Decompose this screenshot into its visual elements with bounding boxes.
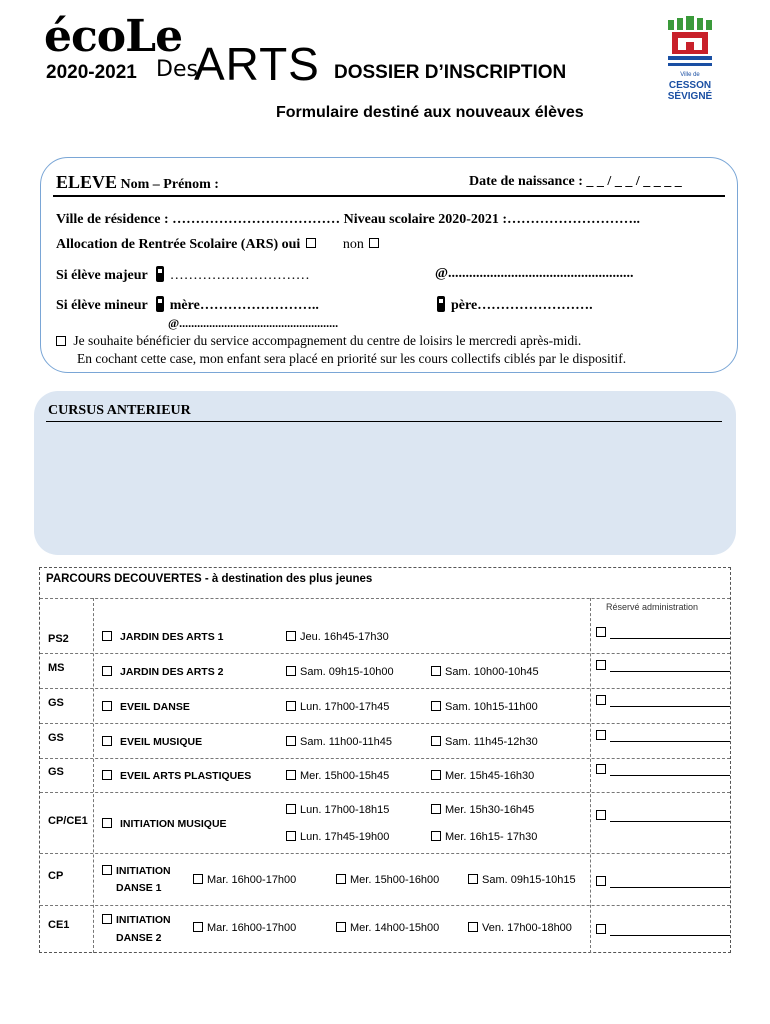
slot-checkbox[interactable] <box>468 922 478 932</box>
logo-arts-text: ARTS <box>194 38 320 90</box>
date-of-birth-field[interactable]: Date de naissance : _ _ / _ _ / _ _ _ _ <box>469 174 682 189</box>
level-label: GS <box>48 697 64 709</box>
course-option[interactable] <box>102 818 227 830</box>
crest-ville-label: Ville de <box>680 72 700 78</box>
logo-des-text: Des <box>156 57 198 82</box>
row-divider <box>40 723 730 724</box>
slot-label: Lun. 17h45-19h00 <box>300 831 390 843</box>
level-label: CE1 <box>48 919 70 931</box>
slot-option[interactable] <box>286 736 392 748</box>
admin-field[interactable] <box>596 924 730 937</box>
slot-label: Sam. 09h15-10h00 <box>300 666 394 678</box>
course-name-line-2: DANSE 1 <box>116 882 162 894</box>
phone-icon <box>437 296 445 312</box>
slot-option[interactable] <box>431 770 534 782</box>
slot-option[interactable] <box>286 770 389 782</box>
slot-label: Sam. 10h00-10h45 <box>445 666 539 678</box>
row-divider <box>40 653 730 654</box>
slot-label: Mar. 16h00-17h00 <box>207 922 297 934</box>
admin-checkbox[interactable] <box>596 764 606 774</box>
slot-label: Mer. 15h30-16h45 <box>445 804 535 816</box>
crest-name-line-1: CESSON <box>668 80 712 91</box>
admin-checkbox[interactable] <box>596 627 606 637</box>
pere-row <box>429 296 593 314</box>
level-label: PS2 <box>48 633 69 645</box>
slot-label: Sam. 11h00-11h45 <box>300 736 392 748</box>
majeur-label: Si élève majeur <box>56 268 148 283</box>
slot-option[interactable] <box>431 831 537 843</box>
slot-option[interactable] <box>336 874 439 886</box>
course-checkbox[interactable] <box>102 736 112 746</box>
admin-checkbox[interactable] <box>596 695 606 705</box>
row-divider <box>40 792 730 793</box>
admin-line <box>610 935 730 936</box>
slot-checkbox[interactable] <box>431 666 441 676</box>
slot-label: Mer. 14h00-15h00 <box>350 922 440 934</box>
slot-checkbox[interactable] <box>431 804 441 814</box>
slot-option[interactable] <box>431 666 539 678</box>
reserve-administration-header: Réservé administration <box>606 602 699 612</box>
admin-checkbox[interactable] <box>596 924 606 934</box>
course-option[interactable] <box>102 770 251 782</box>
admin-line <box>610 775 730 776</box>
slot-checkbox[interactable] <box>286 736 296 746</box>
level-label: CP/CE1 <box>48 815 88 827</box>
admin-field[interactable] <box>596 730 730 743</box>
ars-non-checkbox[interactable] <box>369 238 379 248</box>
level-label: GS <box>48 732 64 744</box>
slot-option[interactable] <box>193 874 296 886</box>
slot-checkbox[interactable] <box>431 736 441 746</box>
slot-label: Lun. 17h00-18h15 <box>300 804 390 816</box>
slot-option[interactable] <box>431 701 538 713</box>
mineur-row <box>56 296 319 314</box>
eleve-label-rest: Nom – Prénom : <box>117 177 219 192</box>
slot-option[interactable] <box>468 922 572 934</box>
logo-ecole-text: écoLe <box>44 11 183 62</box>
slot-option[interactable] <box>431 804 534 816</box>
admin-line <box>610 671 730 672</box>
cursus-divider <box>46 421 722 422</box>
slot-label: Sam. 09h15-10h15 <box>482 874 576 886</box>
slot-checkbox[interactable] <box>286 666 296 676</box>
crest-name <box>662 80 718 102</box>
admin-field[interactable] <box>596 876 730 889</box>
slot-checkbox[interactable] <box>336 922 346 932</box>
phone-icon <box>156 266 164 282</box>
course-name: EVEIL ARTS PLASTIQUES <box>120 770 252 782</box>
course-checkbox[interactable] <box>102 666 112 676</box>
admin-line <box>610 821 730 822</box>
ars-label: Allocation de Rentrée Scolaire (ARS) oui <box>56 237 301 252</box>
slot-checkbox[interactable] <box>431 770 441 780</box>
slot-label: Lun. 17h00-17h45 <box>300 701 390 713</box>
admin-line <box>610 706 730 707</box>
course-option[interactable] <box>102 865 171 877</box>
accompagnement-text-1: Je souhaite bénéficier du service accompagnement du centre de loisirs le mercredi après-midi. <box>73 333 582 348</box>
slot-checkbox[interactable] <box>286 831 296 841</box>
ars-non-label: non <box>342 237 364 252</box>
slot-checkbox[interactable] <box>286 631 296 641</box>
slot-checkbox[interactable] <box>468 874 478 884</box>
course-checkbox[interactable] <box>102 914 112 924</box>
course-name: EVEIL DANSE <box>120 701 190 713</box>
eleve-label-big: ELEVE <box>56 172 118 192</box>
admin-checkbox[interactable] <box>596 876 606 886</box>
course-option[interactable] <box>102 631 223 643</box>
slot-label: Mar. 16h00-17h00 <box>207 874 297 886</box>
mere-phone-field[interactable]: mère…………………….. <box>169 298 319 313</box>
ars-oui-checkbox[interactable] <box>306 238 316 248</box>
majeur-phone-field[interactable]: ………………………… <box>169 268 310 283</box>
ars-row <box>56 237 381 253</box>
eleve-section <box>40 157 738 373</box>
mineur-label: Si élève mineur <box>56 298 148 313</box>
admin-line <box>610 887 730 888</box>
slot-checkbox[interactable] <box>336 874 346 884</box>
slot-checkbox[interactable] <box>431 701 441 711</box>
admin-field[interactable] <box>596 627 730 640</box>
slot-option[interactable] <box>286 631 389 643</box>
mineur-email-field[interactable]: @..................................................... <box>168 316 339 330</box>
course-name-line-2: DANSE 2 <box>116 932 162 944</box>
course-name: JARDIN DES ARTS 1 <box>120 631 224 643</box>
course-option[interactable] <box>102 914 171 926</box>
slot-checkbox[interactable] <box>286 770 296 780</box>
eleve-divider <box>53 195 725 197</box>
admin-field[interactable] <box>596 695 730 708</box>
course-option[interactable] <box>102 666 223 678</box>
slot-label: Ven. 17h00-18h00 <box>482 922 572 934</box>
phone-icon <box>156 296 164 312</box>
admin-checkbox[interactable] <box>596 730 606 740</box>
column-divider <box>93 598 94 953</box>
ville-niveau-field[interactable]: Ville de résidence : ……………………………… Niveau scolaire 2020-2021 :……………………….. <box>56 212 641 227</box>
row-divider <box>40 688 730 689</box>
slot-checkbox[interactable] <box>286 701 296 711</box>
document-title: DOSSIER D’INSCRIPTION <box>334 62 567 83</box>
cursus-anterieur-section[interactable] <box>34 391 736 555</box>
slot-label: Mer. 16h15- 17h30 <box>445 831 538 843</box>
level-label: MS <box>48 662 65 674</box>
slot-option[interactable] <box>286 701 389 713</box>
admin-checkbox[interactable] <box>596 810 606 820</box>
level-label: CP <box>48 870 64 882</box>
majeur-row <box>56 266 310 284</box>
slot-label: Jeu. 16h45-17h30 <box>300 631 389 643</box>
crest-name-line-2: SÉVIGNÉ <box>667 91 713 102</box>
slot-checkbox[interactable] <box>286 804 296 814</box>
admin-checkbox[interactable] <box>596 660 606 670</box>
course-name-line-1: INITIATION <box>116 914 171 926</box>
row-divider <box>40 598 730 599</box>
slot-label: Mer. 15h00-16h00 <box>350 874 440 886</box>
course-checkbox[interactable] <box>102 818 112 828</box>
accompagnement-checkbox[interactable] <box>56 336 66 346</box>
slot-option[interactable] <box>286 804 389 816</box>
slot-option[interactable] <box>286 831 389 843</box>
slot-option[interactable] <box>336 922 439 934</box>
slot-checkbox[interactable] <box>193 874 203 884</box>
course-name: EVEIL MUSIQUE <box>120 736 203 748</box>
pere-phone-field[interactable]: père……………………. <box>451 298 593 313</box>
table-title: PARCOURS DECOUVERTES - à destination des plus jeunes <box>46 573 373 585</box>
course-checkbox[interactable] <box>102 770 112 780</box>
course-checkbox[interactable] <box>102 701 112 711</box>
parcours-decouvertes-table <box>39 567 731 953</box>
course-checkbox[interactable] <box>102 631 112 641</box>
slot-label: Sam. 10h15-11h00 <box>445 701 538 713</box>
slot-label: Sam. 11h45-12h30 <box>445 736 538 748</box>
admin-line <box>610 638 730 639</box>
slot-label: Mer. 15h45-16h30 <box>445 770 535 782</box>
course-name-line-1: INITIATION <box>116 865 171 877</box>
eleve-name-label <box>56 172 219 193</box>
course-option[interactable] <box>102 736 202 748</box>
row-divider <box>40 758 730 759</box>
slot-checkbox[interactable] <box>431 831 441 841</box>
slot-checkbox[interactable] <box>193 922 203 932</box>
document-subtitle: Formulaire destiné aux nouveaux élèves <box>276 104 584 121</box>
admin-field[interactable] <box>596 660 730 673</box>
crest-emblem-icon <box>662 16 718 72</box>
course-name: JARDIN DES ARTS 2 <box>120 666 224 678</box>
row-divider <box>40 905 730 906</box>
column-divider <box>590 598 591 953</box>
admin-field[interactable] <box>596 810 730 823</box>
majeur-email-field[interactable]: @..................................................... <box>435 266 634 281</box>
course-checkbox[interactable] <box>102 865 112 875</box>
slot-option[interactable] <box>286 666 394 678</box>
slot-option[interactable] <box>431 736 538 748</box>
course-name: INITIATION MUSIQUE <box>120 818 227 830</box>
school-year: 2020-2021 <box>46 62 137 83</box>
cesson-sevigne-crest <box>662 16 718 108</box>
level-label: GS <box>48 766 64 778</box>
row-divider <box>40 853 730 854</box>
cursus-title: CURSUS ANTERIEUR <box>48 403 191 418</box>
course-option[interactable] <box>102 701 190 713</box>
slot-option[interactable] <box>468 874 576 886</box>
admin-field[interactable] <box>596 764 730 777</box>
admin-line <box>610 741 730 742</box>
accompagnement-row <box>56 333 581 349</box>
slot-label: Mer. 15h00-15h45 <box>300 770 390 782</box>
accompagnement-text-2: En cochant cette case, mon enfant sera placé en priorité sur les cours collectifs ciblés par le dispositif. <box>77 351 627 366</box>
slot-option[interactable] <box>193 922 296 934</box>
